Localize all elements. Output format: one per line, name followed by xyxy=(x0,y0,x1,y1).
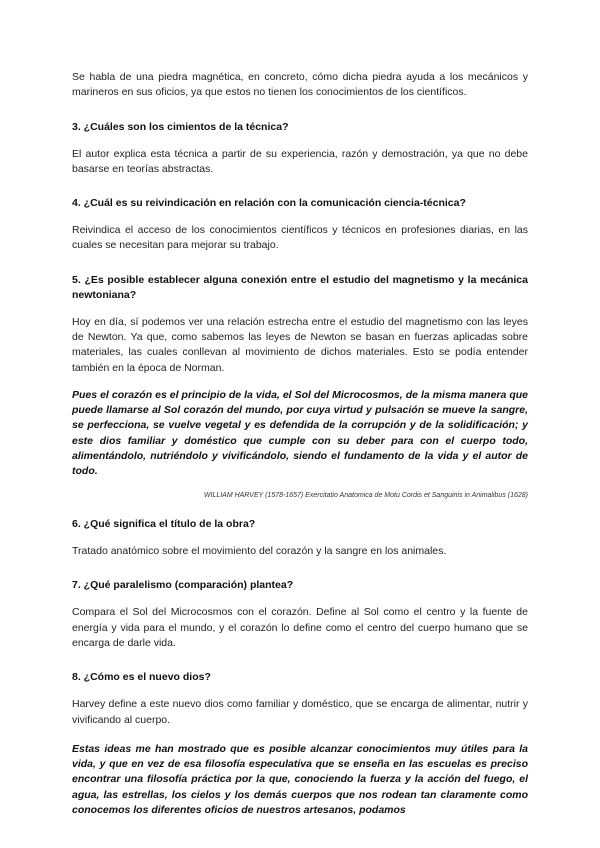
section-4-heading: 4. ¿Cuál es su reivindicación en relación con la comunicación ciencia-técnica? xyxy=(72,197,466,210)
harvey-attribution: WILLIAM HARVEY (1578-1657) Exercitatio Anatomica de Motu Cordis et Sanguinis in Animalibus (1628) xyxy=(203,492,528,500)
section-3-answer: El autor explica esta técnica a partir de su experiencia, razón y demostración, ya que no debe basarse en teorías abstractas. xyxy=(72,147,528,175)
section-4-answer: Reivindica el acceso de los conocimientos científicos y técnicos en profesiones diarias, en las cuales se necesitan para mejorar su trabajo. xyxy=(72,224,528,252)
section-5-heading: 5. ¿Es posible establecer alguna conexión entre el estudio del magnetismo y la mecánica newtoniana? xyxy=(72,273,528,301)
section-7-answer: Compara el Sol del Microcosmos con el corazón. Define al Sol como el centro y la fuente de energía y vida para el mundo, y el corazón lo define como el centro del cuerpo humano que se encarga de darle vida. xyxy=(72,606,528,650)
descartes-quote: Estas ideas me han mostrado que es posible alcanzar conocimientos muy útiles para la vida, y que en vez de esa filosofía especulativa que se enseña en las escuelas es preciso encontrar una filosofía práctica por la que, conociendo la fuerza y la acción del fuego, el agua, las estrellas, los cielos y los demás cuerpos que nos rodean tan claramente como conocemos los diferentes oficios de nuestros artesanos, podamos xyxy=(72,742,528,816)
section-6-answer: Tratado anatómico sobre el movimiento del corazón y la sangre en los animales. xyxy=(72,545,447,558)
section-8-answer: Harvey define a este nuevo dios como familiar y doméstico, que se encarga de alimentar, nutrir y vivificando al cuerpo. xyxy=(72,698,528,726)
intro-paragraph: Se habla de una piedra magnética, en concreto, cómo dicha piedra ayuda a los mecánicos y marineros en sus oficios, ya que estos no tienen los conocimientos de los científicos. xyxy=(72,71,528,99)
section-7-heading: 7. ¿Qué paralelismo (comparación) plantea? xyxy=(72,579,294,592)
section-3-heading: 3. ¿Cuáles son los cimientos de la técnica? xyxy=(72,120,289,133)
section-5-answer: Hoy en día, sí podemos ver una relación estrecha entre el estudio del magnetismo con las leyes de Newton. Ya que, como sabemos las leyes de Newton se basan en fuerzas aplicadas sobre materiales, las cuales conllevan al movimiento de dichos materiales. Esto se podía entender también en la época de Norman. xyxy=(72,315,528,374)
section-8-heading: 8. ¿Cómo es el nuevo dios? xyxy=(72,671,211,684)
harvey-quote: Pues el corazón es el principio de la vida, el Sol del Microcosmos, de la misma manera que puede llamarse al Sol corazón del mundo, por cuya virtud y pulsación se mueve la sangre, se perfecciona, se vuelve vegetal y es defendida de la corrupción y de la solidificación; y este dios familiar y doméstico que cumple con su deber para con el cuerpo todo, alimentándolo, nutriéndolo y vivificándolo, siendo el fundamento de la vida y el autor de todo. xyxy=(72,388,528,477)
section-6-heading: 6. ¿Qué significa el título de la obra? xyxy=(72,518,256,531)
